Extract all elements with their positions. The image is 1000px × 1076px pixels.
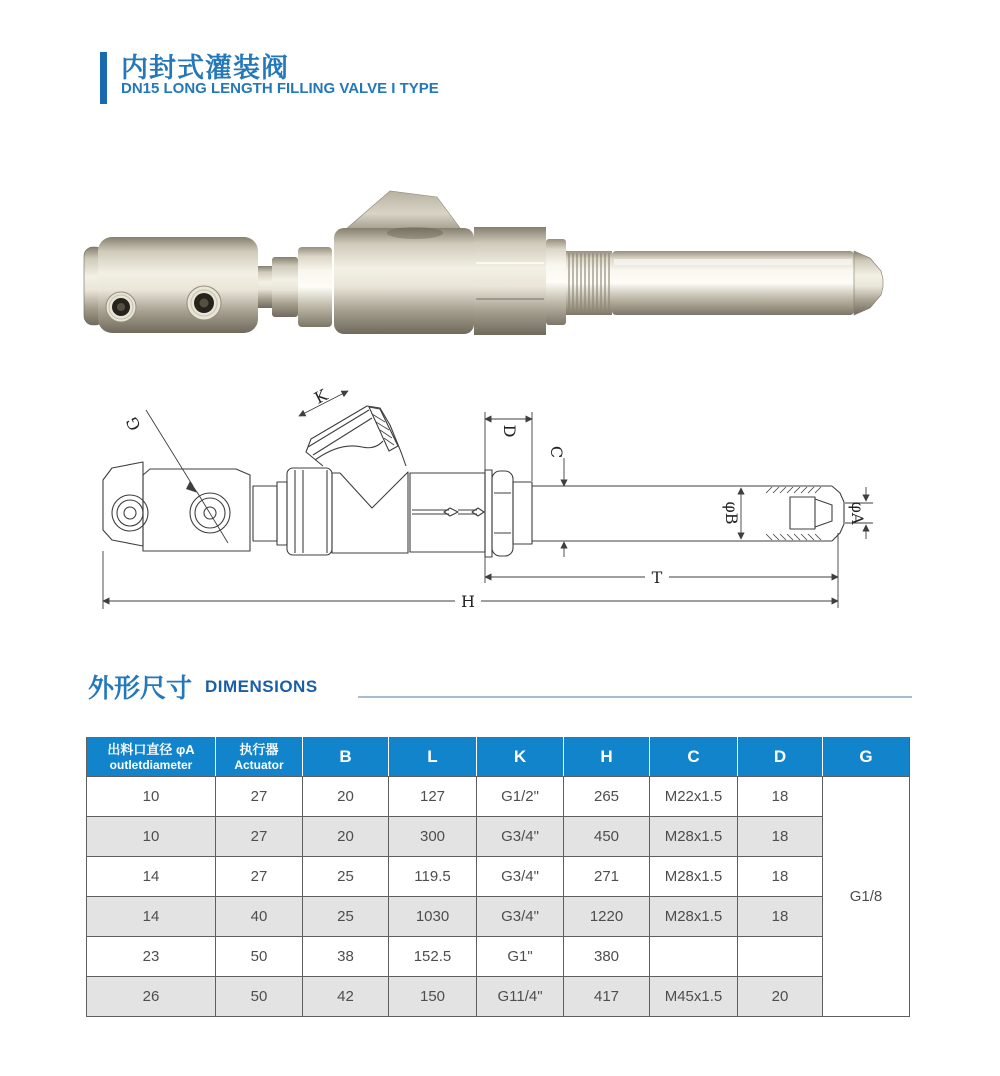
table-cell: 23 bbox=[87, 937, 216, 977]
page-title-zh: 内封式灌装阀 bbox=[121, 53, 289, 83]
column-header-1: 执行器 Actuator bbox=[216, 738, 303, 777]
column-header-3: L bbox=[389, 738, 477, 777]
table-cell: G11/4" bbox=[477, 977, 564, 1017]
table-cell: 27 bbox=[216, 777, 303, 817]
table-header-row bbox=[87, 738, 910, 777]
table-body bbox=[87, 777, 910, 1017]
table-row-2 bbox=[87, 857, 910, 897]
table-cell: 152.5 bbox=[389, 937, 477, 977]
column-header-4: K bbox=[477, 738, 564, 777]
table-row-5 bbox=[87, 977, 910, 1017]
dim-label-d: D bbox=[500, 424, 519, 438]
valve-photo-graphic bbox=[84, 191, 883, 335]
table-cell: 25 bbox=[303, 897, 389, 937]
table-cell: 127 bbox=[389, 777, 477, 817]
dim-label-c: C bbox=[547, 445, 566, 459]
table-cell: 20 bbox=[303, 817, 389, 857]
table-row-3 bbox=[87, 897, 910, 937]
table-cell: 27 bbox=[216, 857, 303, 897]
table-cell: G3/4" bbox=[477, 857, 564, 897]
dim-label-k: K bbox=[311, 385, 331, 408]
column-header-5: H bbox=[564, 738, 650, 777]
table-cell: 50 bbox=[216, 937, 303, 977]
table-cell: G3/4" bbox=[477, 897, 564, 937]
table-cell: 40 bbox=[216, 897, 303, 937]
table-cell: 42 bbox=[303, 977, 389, 1017]
table-cell: 14 bbox=[87, 897, 216, 937]
column-header-6: C bbox=[650, 738, 738, 777]
g-leader bbox=[146, 410, 228, 543]
table-cell: 14 bbox=[87, 857, 216, 897]
table-cell: G1/2" bbox=[477, 777, 564, 817]
merged-g-cell: G1/8 bbox=[823, 777, 910, 1017]
table-cell: 27 bbox=[216, 817, 303, 857]
table-cell: 26 bbox=[87, 977, 216, 1017]
dim-label-h: H bbox=[461, 592, 475, 611]
table-cell: 10 bbox=[87, 777, 216, 817]
table-cell: M45x1.5 bbox=[650, 977, 738, 1017]
dim-label-phi-a: φA bbox=[848, 501, 867, 525]
column-header-2: B bbox=[303, 738, 389, 777]
table-cell: 300 bbox=[389, 817, 477, 857]
product-photo bbox=[80, 170, 895, 352]
valve-outline bbox=[103, 406, 844, 557]
dimensions-table bbox=[86, 737, 910, 1017]
table-cell: 450 bbox=[564, 817, 650, 857]
table-cell: 417 bbox=[564, 977, 650, 1017]
table-cell: M28x1.5 bbox=[650, 857, 738, 897]
table-cell: 265 bbox=[564, 777, 650, 817]
table-cell: 18 bbox=[738, 777, 823, 817]
section-rule-line bbox=[358, 696, 912, 698]
table-cell: 150 bbox=[389, 977, 477, 1017]
table-cell: 1030 bbox=[389, 897, 477, 937]
table-cell: G1" bbox=[477, 937, 564, 977]
table-cell: 20 bbox=[738, 977, 823, 1017]
table-cell: M28x1.5 bbox=[650, 897, 738, 937]
table-cell: M22x1.5 bbox=[650, 777, 738, 817]
table-cell bbox=[738, 937, 823, 977]
table-cell: 119.5 bbox=[389, 857, 477, 897]
section-title-zh: 外形尺寸 bbox=[88, 673, 193, 703]
column-header-7: D bbox=[738, 738, 823, 777]
column-header-8: G bbox=[823, 738, 910, 777]
table-cell: 18 bbox=[738, 897, 823, 937]
table-cell: 380 bbox=[564, 937, 650, 977]
section-title-en: DIMENSIONS bbox=[205, 677, 318, 696]
table-cell: 1220 bbox=[564, 897, 650, 937]
title-accent-bar bbox=[100, 52, 107, 104]
table-cell: 18 bbox=[738, 857, 823, 897]
table-cell: 10 bbox=[87, 817, 216, 857]
table-row-0 bbox=[87, 777, 910, 817]
table-cell: 25 bbox=[303, 857, 389, 897]
table-cell: 38 bbox=[303, 937, 389, 977]
dim-label-t: T bbox=[651, 568, 663, 587]
dim-label-phi-b: φB bbox=[722, 501, 741, 525]
table-cell: G3/4" bbox=[477, 817, 564, 857]
table-cell: 18 bbox=[738, 817, 823, 857]
table-cell: 50 bbox=[216, 977, 303, 1017]
dimensions-section-header bbox=[88, 668, 912, 704]
table-cell bbox=[650, 937, 738, 977]
dim-label-g: G bbox=[122, 413, 145, 434]
technical-drawing bbox=[75, 378, 940, 628]
column-header-0: 出料口直径 φA outletdiameter bbox=[87, 738, 216, 777]
table-cell: 271 bbox=[564, 857, 650, 897]
table-row-4 bbox=[87, 937, 910, 977]
table-cell: M28x1.5 bbox=[650, 817, 738, 857]
table-row-1 bbox=[87, 817, 910, 857]
table-cell: 20 bbox=[303, 777, 389, 817]
page-title-en: DN15 LONG LENGTH FILLING VALVE I TYPE bbox=[121, 80, 439, 97]
